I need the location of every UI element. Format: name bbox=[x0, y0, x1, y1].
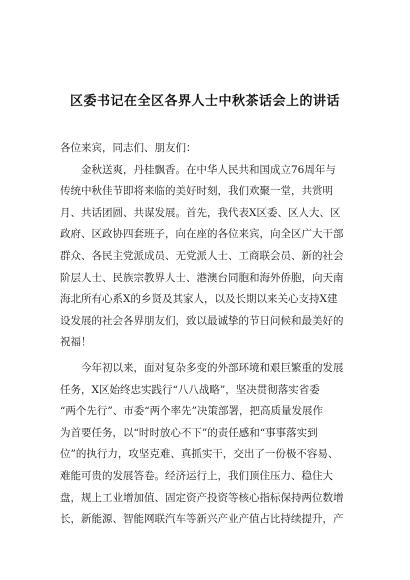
paragraph-2-line: 今年初以来，面对复杂多变的外部环境和艰巨繁重的发展 bbox=[60, 361, 344, 374]
paragraph-2-line: 难能可贵的发展答卷。经济运行上，我们顶住压力、稳住大 bbox=[60, 469, 333, 482]
paragraph-2-line: 盘，规上工业增加值、固定资产投资等核心指标保持两位数增 bbox=[60, 491, 344, 504]
document-title: 区委书记在全区各界人士中秋茶话会上的讲话 bbox=[69, 94, 340, 109]
paragraph-1-line: 阶层人士、民族宗教界人士、港澳台同胞和海外侨胞，向天南 bbox=[60, 271, 344, 284]
paragraph-2-line: 长，新能源、智能网联汽车等新兴产业产值占比持续提升，产 bbox=[60, 513, 344, 526]
paragraph-1-line: 祝福！ bbox=[60, 336, 92, 349]
paragraph-1-line: 政府、区政协四套班子，向在座的各位来宾，向全区广大干部 bbox=[60, 228, 344, 241]
paragraph-2-line: 位”的执行力，攻坚克难、真抓实干，交出了一份极不容易、 bbox=[60, 448, 339, 461]
paragraph-1-line: 月、共话团圆、共谋发展。首先，我代表X区委、区人大、区 bbox=[60, 206, 341, 219]
paragraph-1-line: 传统中秋佳节即将来临的美好时刻，我们欢聚一堂，共赏明 bbox=[60, 185, 333, 198]
paragraph-1-line: 设发展的社会各界朋友们，致以最诚挚的节日问候和最美好的 bbox=[60, 314, 344, 327]
paragraph-2-line: “两个先行”、市委“两个率先”决策部署，把高质量发展作 bbox=[60, 405, 323, 418]
salutation: 各位来宾，同志们、朋友们： bbox=[60, 142, 197, 154]
paragraph-2-line: 任务，X区始终忠实践行“八八战略”，坚决贯彻落实省委 bbox=[60, 383, 320, 396]
paragraph-2-line: 为首要任务，以“时时放心不下”的责任感和“事事落实到 bbox=[60, 426, 318, 439]
paragraph-1-line: 海北所有心系X的乡贤及其家人，以及长期以来关心支持X建 bbox=[60, 293, 338, 306]
paragraph-1-line: 金秋送爽，丹桂飘香。在中华人民共和国成立76周年与 bbox=[60, 163, 336, 176]
paragraph-1-line: 群众、各民主党派成员、无党派人士、工商联会员、新的社会 bbox=[60, 249, 344, 262]
speech-body bbox=[60, 138, 356, 531]
